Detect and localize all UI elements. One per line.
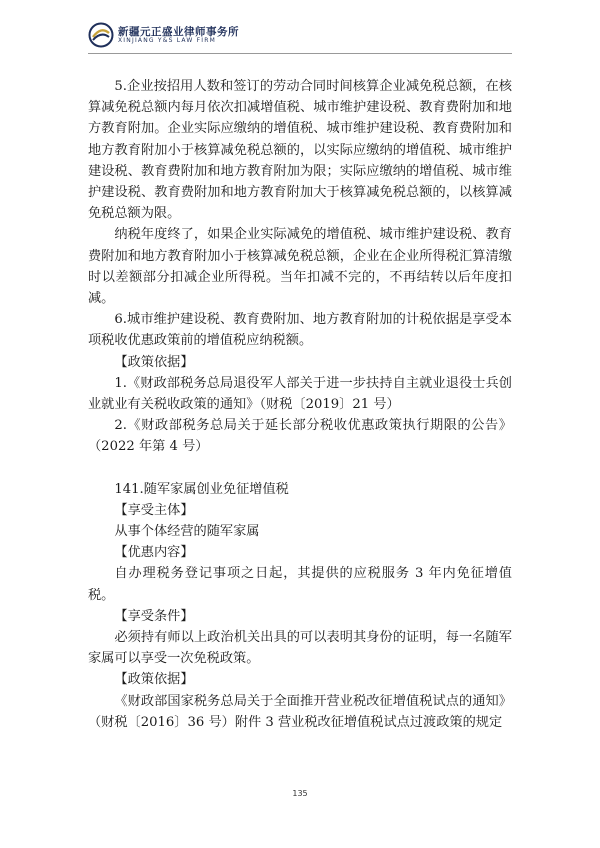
section-heading-content: 【优惠内容】 — [114, 545, 194, 561]
paragraph-6: 6.城市维护建设税、教育费附加、地方教育附加的计税依据是享受本项税收优惠政策前的增值税应纳税额。 — [88, 312, 512, 349]
item-title-141: 141.随军家属创业免征增值税 — [114, 481, 289, 497]
firm-name-cn: 新疆元正盛业律师事务所 — [118, 26, 239, 38]
paragraph-year-end: 纳税年度终了，如果企业实际减免的增值税、城市维护建设税、教育费附加和地方教育附加小于核算减免税总额，企业在企业所得税汇算清缴时以差额部分扣减企业所得税。当年扣减不完的，不再结转以后年度扣减。 — [88, 227, 512, 307]
header-divider — [88, 53, 512, 54]
document-body — [88, 76, 512, 733]
section-heading-policy-basis: 【政策依据】 — [114, 354, 194, 370]
section-heading-policy-basis-2: 【政策依据】 — [114, 672, 194, 688]
policy-reference-3: 《财政部国家税务总局关于全面推开营业税改征增值税试点的通知》（财税〔2016〕36 号）附件 3 营业税改征增值税试点过渡政策的规定 — [88, 693, 512, 730]
policy-reference-2: 2.《财政部税务总局关于延长部分税收优惠政策执行期限的公告》（2022 年第 4 号） — [88, 418, 512, 455]
content-text: 自办理税务登记事项之日起，其提供的应税服务 3 年内免征增值税。 — [88, 566, 512, 603]
firm-name-en: XINJIANG Y&S LAW FIRM — [118, 37, 216, 44]
page-header — [88, 22, 288, 50]
page-number: 135 — [292, 789, 308, 798]
conditions-text: 必须持有师以上政治机关出具的可以表明其身份的证明，每一名随军家属可以享受一次免税政策。 — [88, 630, 512, 667]
policy-reference-1: 1.《财政部税务总局退役军人部关于进一步扶持自主就业退役士兵创业就业有关税收政策的通知》（财税〔2019〕21 号） — [88, 375, 512, 413]
section-heading-conditions: 【享受条件】 — [114, 608, 194, 624]
paragraph-5: 5.企业按招用人数和签订的劳动合同时间核算企业减免税总额，在核算减免税总额内每月依次扣减增值税、城市维护建设税、教育费附加和地方教育附加。企业实际应缴纳的增值税、城市维护建设税、教育费附加和地方教育附加小于核算减免税总额的，以实际应缴纳的增值税、城市维护建设税、教育费附加和地方教育附加为限；实际应缴纳的增值税、城市维护建设税、教育费附加和地方教育附加大于核算减免税总额的，以核算减免税总额为限。 — [88, 79, 512, 222]
blank-line — [88, 458, 512, 479]
firm-logo-icon — [88, 22, 114, 48]
subject-text: 从事个体经营的随军家属 — [114, 524, 260, 540]
section-heading-subject: 【享受主体】 — [114, 502, 194, 518]
